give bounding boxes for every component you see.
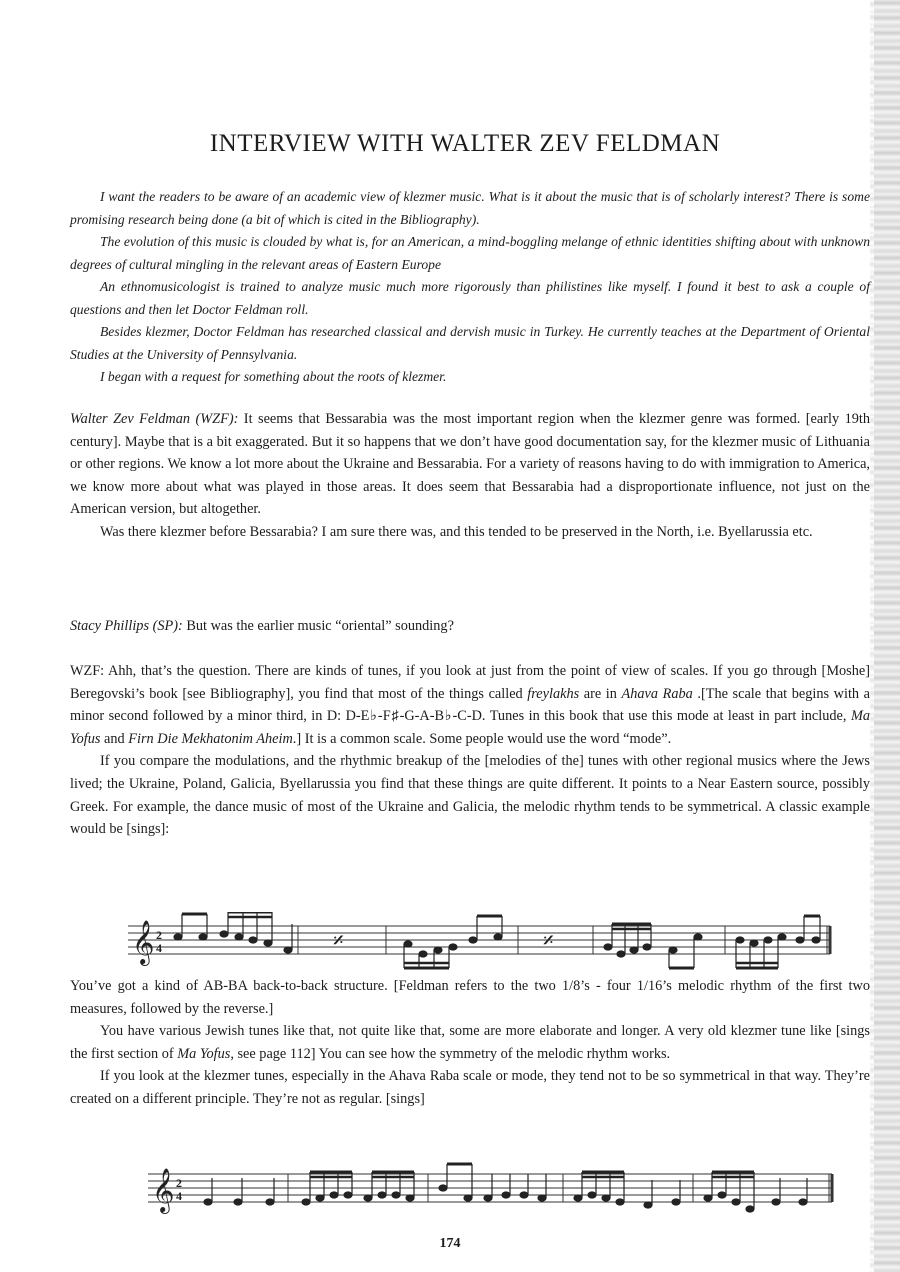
intro-paragraph: The evolution of this music is clouded by what is, for an American, a mind-boggling melange of ethnic identities shifting about with unknown degrees of cultural mingling in the relevant areas of Eastern Europe bbox=[70, 234, 870, 272]
intro-paragraph: I began with a request for something about the roots of klezmer. bbox=[100, 369, 447, 384]
intro-paragraph: I want the readers to be aware of an academic view of klezmer music. What is it about the music that is of scholarly interest? There is some promising research being done (a bit of which is cited in the Bibliography). bbox=[70, 189, 870, 227]
music-staff-2 bbox=[148, 1160, 838, 1226]
treble-clef-icon: 𝄞 bbox=[132, 920, 155, 964]
answer-paragraph: Walter Zev Feldman (WZF): It seems that Bessarabia was the most important region when the klezmer genre was formed. [early 19th century]. Maybe that is a bit exaggerated. But it so happens that we don’t have good documentation say, for the klezmer music of Lithuania or other regions. We know a lot more about the Ukraine and Bessarabia. For a variety of reasons having to do with immigration to America, we know more about what was played in those areas. It does seem that Bessarabia had a disproportionate influence, not just on the American version, but altogether. bbox=[70, 411, 870, 518]
page-title: INTERVIEW WITH WALTER ZEV FELDMAN bbox=[209, 130, 721, 157]
svg-text:4: 4 bbox=[156, 941, 162, 955]
svg-text:𝄎: 𝄎 bbox=[543, 929, 554, 954]
question-paragraph: Stacy Phillips (SP): But was the earlier music “oriental” sounding? bbox=[70, 618, 454, 634]
speaker-label: Walter Zev Feldman (WZF): bbox=[70, 411, 239, 427]
svg-text:4: 4 bbox=[176, 1189, 182, 1203]
treble-clef-icon: 𝄞 bbox=[152, 1168, 175, 1212]
svg-text:2: 2 bbox=[156, 928, 162, 942]
svg-text:2: 2 bbox=[176, 1176, 182, 1190]
sp-question bbox=[70, 615, 870, 638]
answer-paragraph: You’ve got a kind of AB-BA back-to-back structure. [Feldman refers to the two 1/8’s - four 1/16’s melodic rhythm of the first two measures, followed by the reverse.] bbox=[70, 978, 870, 1017]
answer-paragraph: If you compare the modulations, and the rhythmic breakup of the [melodies of the] tunes with other regional musics where the Jews lived; the Ukraine, Poland, Galicia, Byellarussia you find that these things are quite different. It points to a Near Eastern source, possibly Greek. For example, the dance music of most of the Ukraine and Galicia, the melodic rhythm tends to be symmetrical. A classic example would be [sings]: bbox=[70, 753, 870, 838]
wzf-answer-3 bbox=[70, 975, 870, 1111]
answer-paragraph: WZF: Ahh, that’s the question. There are kinds of tunes, if you look at just from the point of view of scales. If you go through [Moshe] Beregovski’s book [see Bibliography], you find that most of the things called freylakhs are in Ahava Raba .[The scale that begins with a minor second followed by a minor third, in D: D-E♭-F♯-G-A-B♭-C-D. Tunes in this book that use this mode at least in part include, Ma Yofus and Firn Die Mekhatonim Aheim.] It is a common scale. Some people would use the word “mode”. bbox=[70, 663, 871, 747]
answer-paragraph: If you look at the klezmer tunes, especially in the Ahava Raba scale or mode, they tend not to be so symmetrical in that way. They’re created on a different principle. They’re not as regular. [sings] bbox=[70, 1068, 870, 1107]
music-staff-1 bbox=[128, 912, 834, 976]
wzf-answer-2 bbox=[70, 660, 870, 841]
speaker-label: Stacy Phillips (SP): bbox=[70, 618, 183, 634]
intro-paragraph: Besides klezmer, Doctor Feldman has researched classical and dervish music in Turkey. He currently teaches at the Department of Oriental Studies at the University of Pennsylvania. bbox=[70, 324, 870, 362]
svg-text:𝄎: 𝄎 bbox=[333, 929, 344, 954]
answer-paragraph: You have various Jewish tunes like that, not quite like that, some are more elaborate and longer. A very old klezmer tune like [sings the first section of Ma Yofus, see page 112] You can see how the symmetry of the melodic rhythm works. bbox=[70, 1023, 870, 1062]
intro-paragraph: An ethnomusicologist is trained to analyze music much more rigorously than philistines like myself. I found it best to ask a couple of questions and then let Doctor Feldman roll. bbox=[70, 279, 870, 317]
intro-section bbox=[70, 186, 870, 389]
answer-paragraph: Was there klezmer before Bessarabia? I am sure there was, and this tended to be preserved in the North, i.e. Byellarussia etc. bbox=[100, 523, 813, 540]
wzf-answer-1 bbox=[70, 408, 870, 544]
page-number: 174 bbox=[439, 1236, 461, 1251]
page-edge bbox=[874, 0, 900, 1272]
